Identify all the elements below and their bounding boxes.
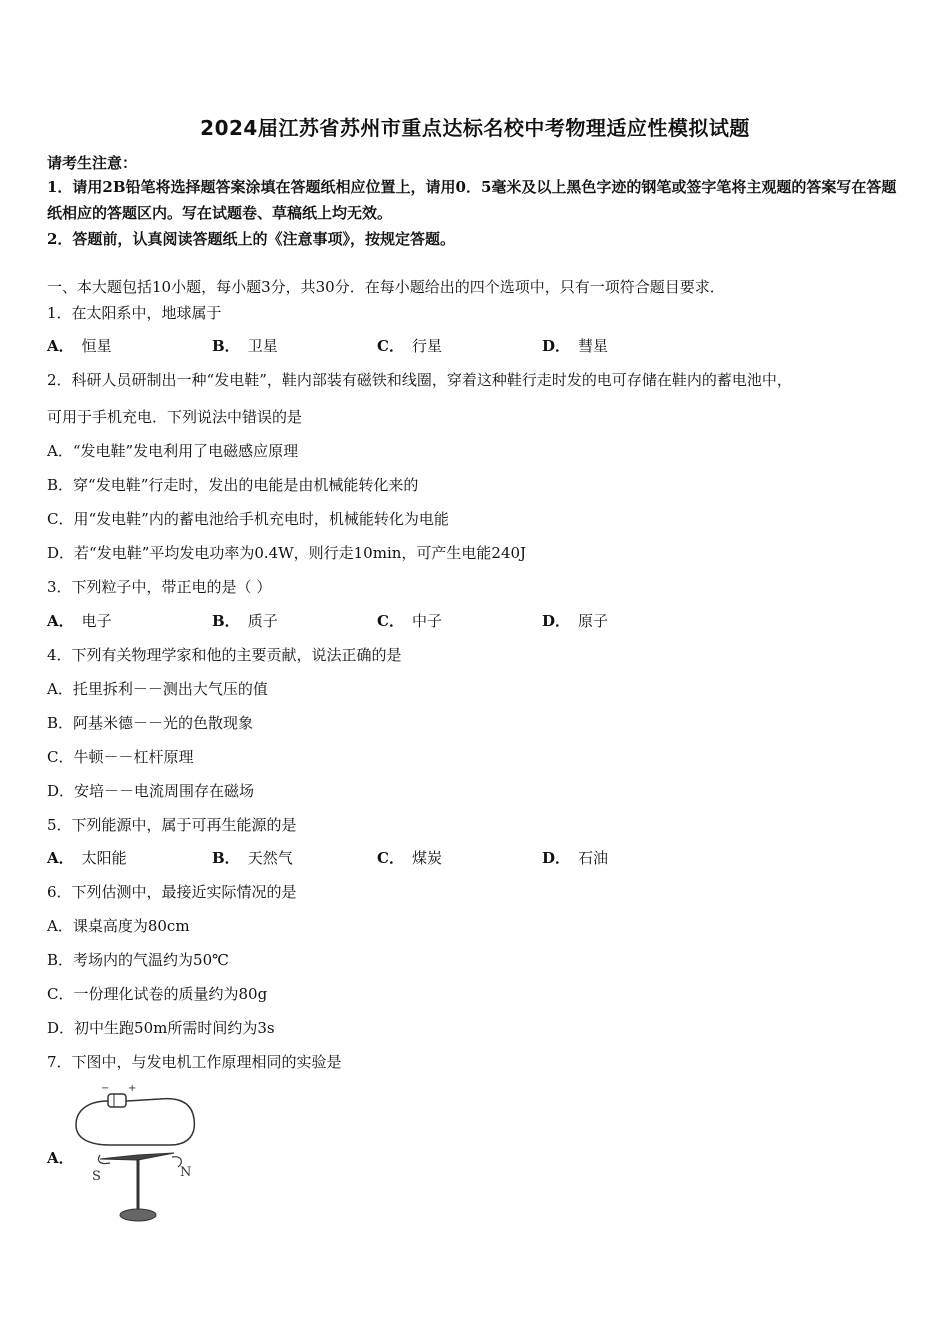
wire-loop <box>76 1099 194 1145</box>
page-title: 2024届江苏省苏州市重点达标名校中考物理适应性模拟试题 <box>200 116 750 140</box>
q4-option-b: B．阿基米德－－光的色散现象 <box>47 714 254 732</box>
q4-option-a: A．托里拆利－－测出大气压的值 <box>47 680 268 698</box>
q2-option-a: A．“发电鞋”发电利用了电磁感应原理 <box>47 442 299 460</box>
q6-option-d: D．初中生跑50m所需时间约为3s <box>47 1019 275 1037</box>
q2-option-c: C．用“发电鞋”内的蓄电池给手机充电时，机械能转化为电能 <box>47 510 449 528</box>
q4-option-d: D．安培－－电流周围存在磁场 <box>47 782 255 800</box>
q7-stem: 7．下图中，与发电机工作原理相同的实验是 <box>47 1053 342 1071</box>
q5-stem: 5．下列能源中，属于可再生能源的是 <box>47 816 297 834</box>
q3-option-a: A． 电子 <box>47 612 112 630</box>
pole-label-s: S <box>92 1169 101 1184</box>
q2-option-d: D．若“发电鞋”平均发电功率为0.4W，则行走10min，可产生电能240J <box>47 544 527 562</box>
q5-option-c: C． 煤炭 <box>377 849 442 867</box>
q1-option-c: C． 行星 <box>377 337 442 355</box>
battery-minus-sign: − <box>101 1083 110 1094</box>
q4-option-c: C．牛顿－－杠杆原理 <box>47 748 194 766</box>
q1-option-b: B． 卫星 <box>212 337 278 355</box>
stand-base <box>120 1209 156 1221</box>
q6-option-b: B．考场内的气温约为50℃ <box>47 951 229 969</box>
q2-option-b: B．穿“发电鞋”行走时，发出的电能是由机械能转化来的 <box>47 476 419 494</box>
notice-item-1: 1．请用2B铅笔将选择题答案涂填在答题纸相应位置上，请用0．5毫米及以上黑色字迹的钢笔或签字笔将主观题的答案写在答题纸相应的答题区内。写在试题卷、草稿纸上均无效。 <box>47 178 897 222</box>
section-heading: 一、本大题包括10小题，每小题3分，共30分．在每小题给出的四个选项中，只有一项符合题目要求． <box>47 278 725 296</box>
q7-option-a-label: A． <box>47 1149 74 1167</box>
q2-stem-line-2: 可用于手机充电．下列说法中错误的是 <box>47 408 303 426</box>
notice-heading: 请考生注意： <box>47 154 138 172</box>
q3-option-d: D． 原子 <box>542 612 609 630</box>
notice-item-2: 2．答题前，认真阅读答题纸上的《注意事项》，按规定答题。 <box>47 230 455 248</box>
compass-needle <box>100 1153 174 1160</box>
oersted-experiment-figure <box>70 1083 210 1228</box>
q1-option-d: D． 彗星 <box>542 337 609 355</box>
q5-option-a: A． 太阳能 <box>47 849 127 867</box>
q3-stem: 3．下列粒子中，带正电的是（ ） <box>47 578 272 596</box>
q6-option-c: C．一份理化试卷的质量约为80g <box>47 985 268 1003</box>
battery-plus-sign: + <box>128 1083 137 1094</box>
q6-stem: 6．下列估测中，最接近实际情况的是 <box>47 883 297 901</box>
q6-option-a: A．课桌高度为80cm <box>47 917 190 935</box>
pole-label-n: N <box>180 1165 192 1180</box>
q1-option-a: A． 恒星 <box>47 337 112 355</box>
q4-stem: 4．下列有关物理学家和他的主要贡献，说法正确的是 <box>47 646 402 664</box>
q2-stem-line-1: 2．科研人员研制出一种“发电鞋”，鞋内部装有磁铁和线圈，穿着这种鞋行走时发的电可存储在鞋内的蓄电池中， <box>47 371 792 389</box>
q5-option-b: B． 天然气 <box>212 849 293 867</box>
q1-stem: 1．在太阳系中，地球属于 <box>47 304 222 322</box>
q5-option-d: D． 石油 <box>542 849 609 867</box>
q3-option-b: B． 质子 <box>212 612 278 630</box>
q3-option-c: C． 中子 <box>377 612 442 630</box>
battery-icon <box>108 1094 126 1107</box>
